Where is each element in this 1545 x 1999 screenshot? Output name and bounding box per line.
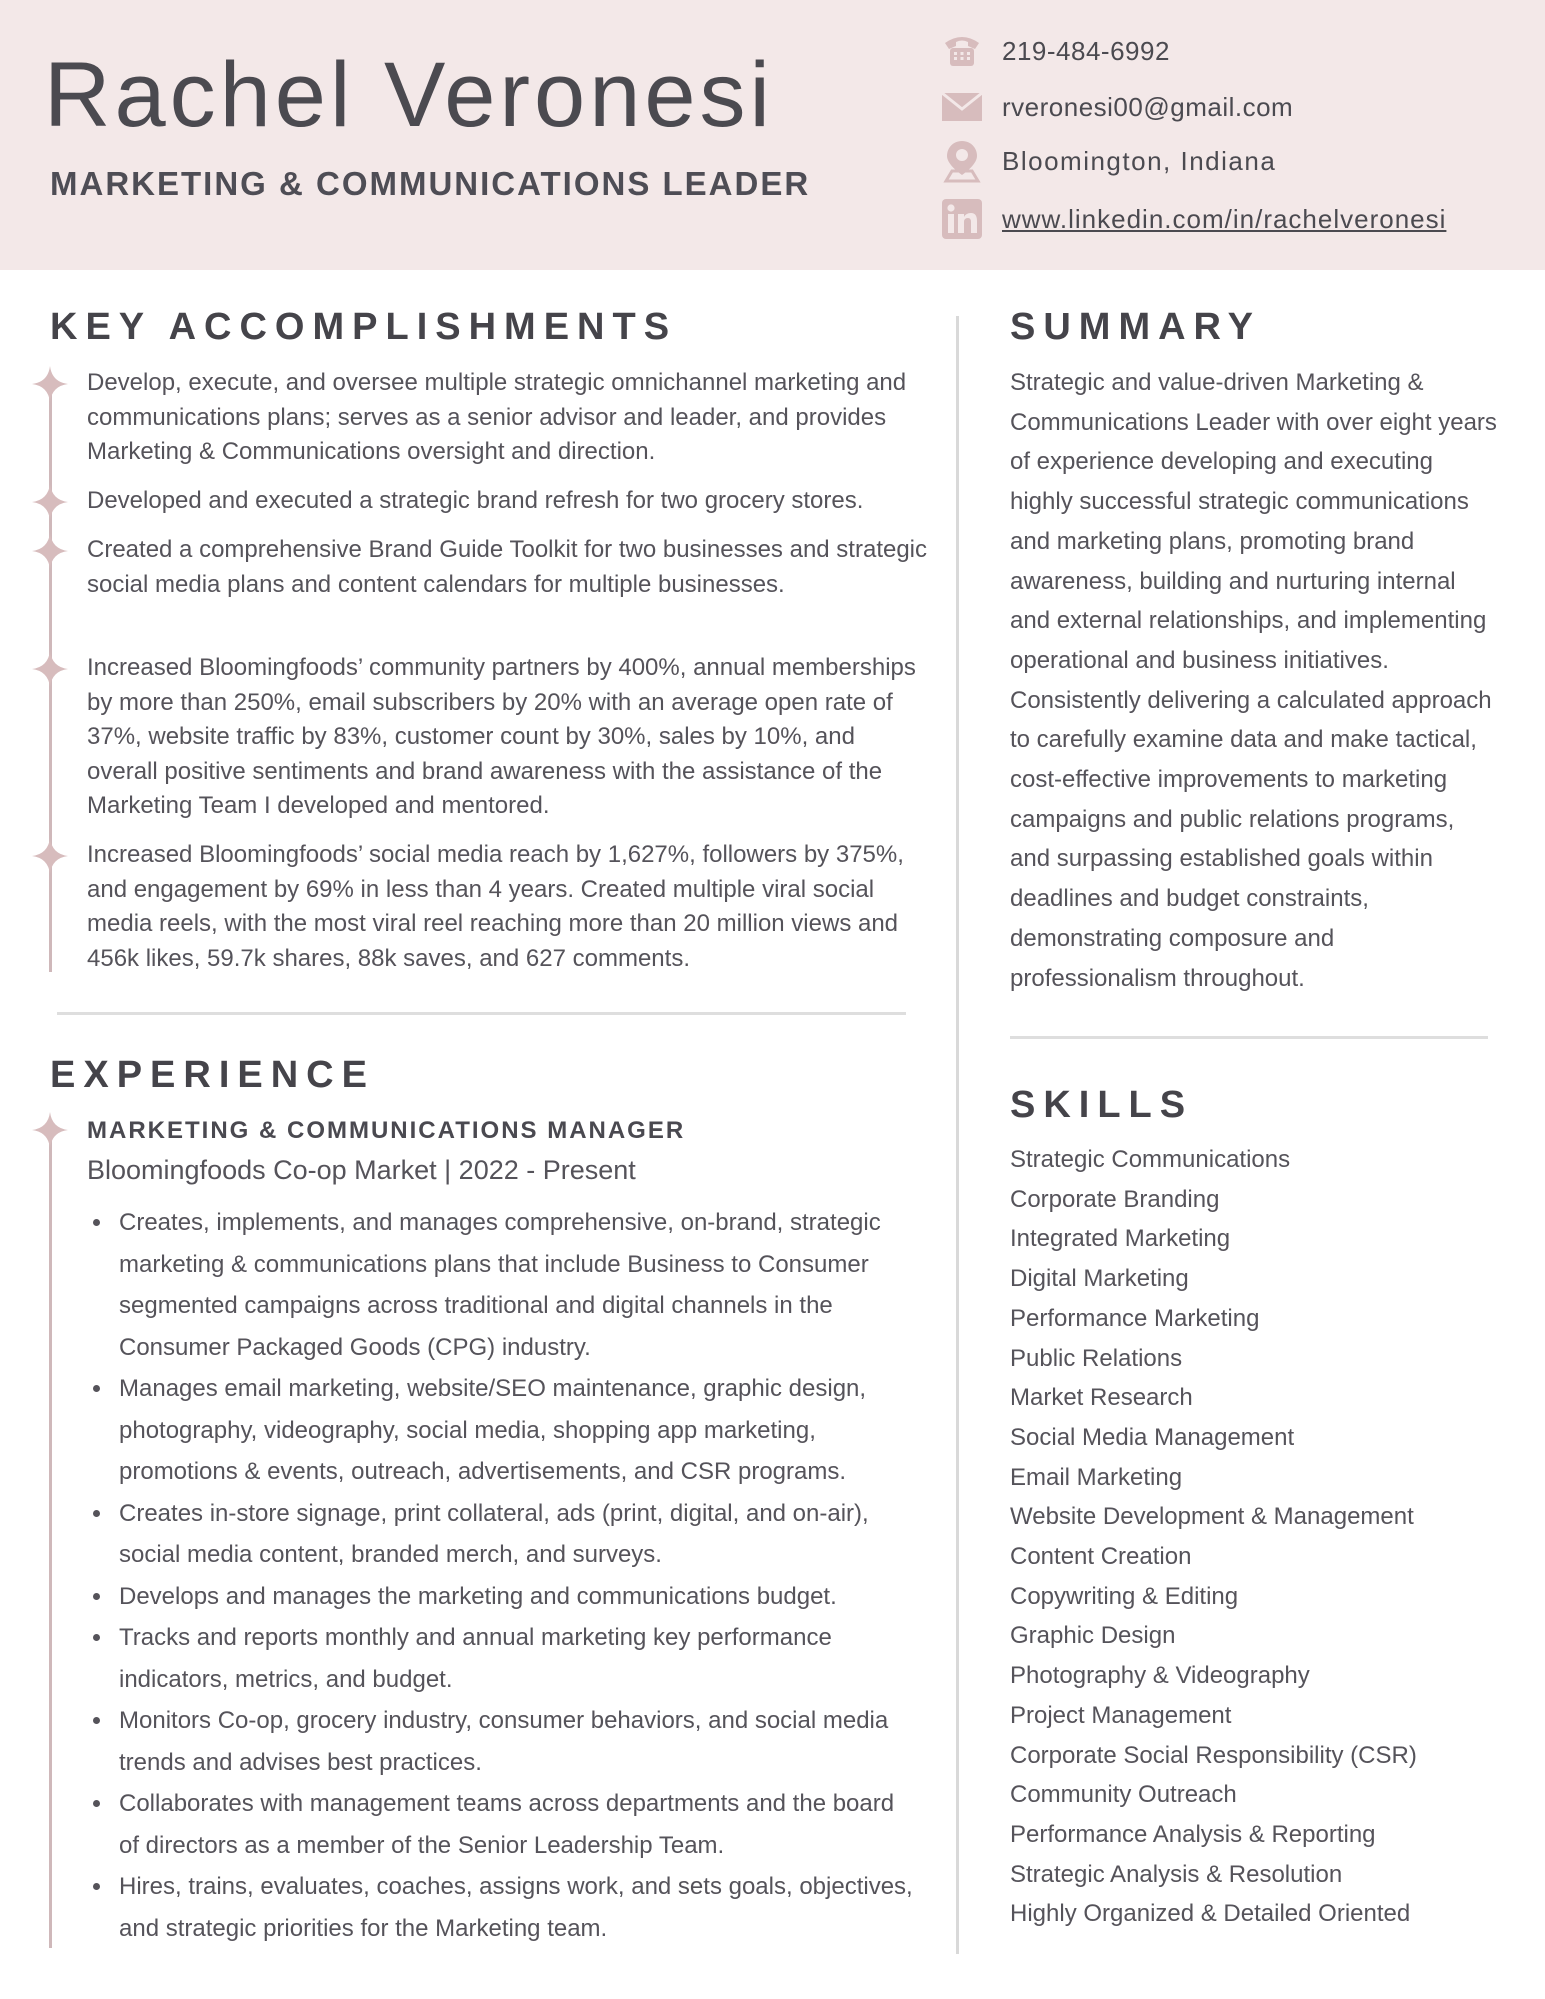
responsibility-item: Creates in-store signage, print collateral, ads (print, digital, and on-air), social media content, branded merch, and surveys. bbox=[87, 1493, 917, 1576]
skill-item: Public Relations bbox=[1010, 1344, 1183, 1372]
email-link[interactable]: rveronesi00@gmail.com bbox=[1002, 91, 1294, 122]
skills-list bbox=[1010, 1140, 1417, 1934]
phone-icon bbox=[940, 31, 984, 71]
skill-item: Graphic Design bbox=[1010, 1622, 1176, 1650]
sparkle-icon bbox=[32, 484, 68, 520]
left-divider bbox=[57, 1012, 906, 1015]
linkedin-link[interactable]: www.linkedin.com/in/rachelveronesi bbox=[1002, 203, 1447, 234]
phone-number: 219-484-6992 bbox=[1002, 35, 1170, 66]
skill-item: Corporate Branding bbox=[1010, 1185, 1220, 1213]
sparkle-icon bbox=[32, 838, 68, 874]
skill-item: Content Creation bbox=[1010, 1543, 1192, 1571]
candidate-title: MARKETING & COMMUNICATIONS LEADER bbox=[50, 165, 811, 202]
location-pin-icon bbox=[940, 141, 984, 181]
responsibility-item: Tracks and reports monthly and annual marketing key performance indicators, metrics, and budget. bbox=[87, 1617, 917, 1700]
contact-phone bbox=[940, 30, 1170, 72]
experience-heading: EXPERIENCE bbox=[50, 1054, 375, 1096]
skill-item: Digital Marketing bbox=[1010, 1265, 1189, 1293]
sparkle-icon bbox=[32, 366, 68, 402]
summary-heading: SUMMARY bbox=[1010, 306, 1261, 348]
contact-linkedin bbox=[940, 198, 1446, 240]
experience-timeline bbox=[49, 1120, 52, 1948]
skill-item: Project Management bbox=[1010, 1701, 1232, 1729]
accomplishment-item: Increased Bloomingfoods’ social media reach by 1,627%, followers by 375%, and engagement by 69% in less than 4 years. Created multiple viral social media reels, with the most viral reel reaching more than 20 million views and 456k likes, 59.7k shares, 88k saves, and 627 comments. bbox=[87, 841, 904, 972]
responsibility-item: Monitors Co-op, grocery industry, consumer behaviors, and social media trends and advises best practices. bbox=[87, 1700, 917, 1783]
accomplishment-item: Developed and executed a strategic brand refresh for two grocery stores. bbox=[87, 487, 864, 514]
linkedin-icon bbox=[940, 199, 984, 239]
sparkle-icon bbox=[32, 533, 68, 569]
skills-heading: SKILLS bbox=[1010, 1084, 1194, 1126]
responsibility-item: Develops and manages the marketing and communications budget. bbox=[87, 1576, 917, 1618]
skill-item: Email Marketing bbox=[1010, 1463, 1183, 1491]
job-company-dates: Bloomingfoods Co-op Market | 2022 - Present bbox=[87, 1155, 636, 1185]
accomplishment-item: Created a comprehensive Brand Guide Toolkit for two businesses and strategic social media plans and content calendars for multiple businesses. bbox=[87, 536, 928, 598]
location-text: Bloomington, Indiana bbox=[1002, 145, 1277, 176]
contact-email bbox=[940, 86, 1293, 128]
responsibility-item: Creates, implements, and manages comprehensive, on-brand, strategic marketing & communications plans that include Business to Consumer segmented campaigns across traditional and digital channels in the Consumer Packaged Goods (CPG) industry. bbox=[87, 1202, 917, 1368]
skill-item: Performance Analysis & Reporting bbox=[1010, 1820, 1376, 1848]
accomplishments-heading: KEY ACCOMPLISHMENTS bbox=[50, 306, 678, 348]
skill-item: Integrated Marketing bbox=[1010, 1225, 1231, 1253]
header-band bbox=[0, 0, 1545, 270]
skill-item: Photography & Videography bbox=[1010, 1662, 1310, 1690]
responsibility-item: Manages email marketing, website/SEO maintenance, graphic design, photography, videography, social media, shopping app marketing, promotions & events, outreach, advertisements, and CSR programs. bbox=[87, 1368, 917, 1493]
job-title: MARKETING & COMMUNICATIONS MANAGER bbox=[87, 1117, 686, 1144]
sparkle-icon bbox=[32, 1112, 68, 1148]
skill-item: Copywriting & Editing bbox=[1010, 1582, 1239, 1610]
skill-item: Strategic Analysis & Resolution bbox=[1010, 1860, 1343, 1888]
responsibility-item: Collaborates with management teams across departments and the board of directors as a member of the Senior Leadership Team. bbox=[87, 1783, 917, 1866]
summary-text: Strategic and value-driven Marketing & Communications Leader with over eight years of experience developing and executing highly successful strategic communications and marketing plans, promoting brand awareness, building and nurturing internal and external relationships, and implementing operational and business initiatives. Consistently delivering a calculated approach to carefully examine data and make tactical, cost-effective improvements to marketing campaigns and public relations programs, and surpassing established goals within deadlines and budget constraints, demonstrating composure and professionalism throughout. bbox=[1010, 369, 1497, 992]
job-responsibilities bbox=[87, 1202, 917, 1949]
responsibility-item: Hires, trains, evaluates, coaches, assigns work, and sets goals, objectives, and strategic priorities for the Marketing team. bbox=[87, 1866, 917, 1949]
skill-item: Social Media Management bbox=[1010, 1423, 1295, 1451]
column-divider bbox=[956, 316, 959, 1954]
accomplishment-item: Develop, execute, and oversee multiple strategic omnichannel marketing and communications plans; serves as a senior advisor and leader, and provides Marketing & Communications oversight and direction. bbox=[87, 369, 907, 465]
skill-item: Market Research bbox=[1010, 1384, 1193, 1412]
skill-item: Website Development & Management bbox=[1010, 1503, 1414, 1531]
contact-location bbox=[940, 140, 1276, 182]
skill-item: Strategic Communications bbox=[1010, 1146, 1291, 1173]
right-divider bbox=[1010, 1036, 1488, 1039]
sparkle-icon bbox=[32, 651, 68, 687]
email-icon bbox=[940, 87, 984, 127]
skill-item: Corporate Social Responsibility (CSR) bbox=[1010, 1741, 1417, 1769]
skill-item: Highly Organized & Detailed Oriented bbox=[1010, 1900, 1411, 1928]
skill-item: Performance Marketing bbox=[1010, 1304, 1260, 1332]
candidate-name: Rachel Veronesi bbox=[44, 44, 774, 146]
skill-item: Community Outreach bbox=[1010, 1781, 1237, 1809]
accomplishment-item: Increased Bloomingfoods’ community partners by 400%, annual memberships by more than 250%, email subscribers by 20% with an average open rate of 37%, website traffic by 83%, customer count by 30%, sales by 10%, and overall positive sentiments and brand awareness with the assistance of the Marketing Team I developed and mentored. bbox=[87, 654, 916, 819]
